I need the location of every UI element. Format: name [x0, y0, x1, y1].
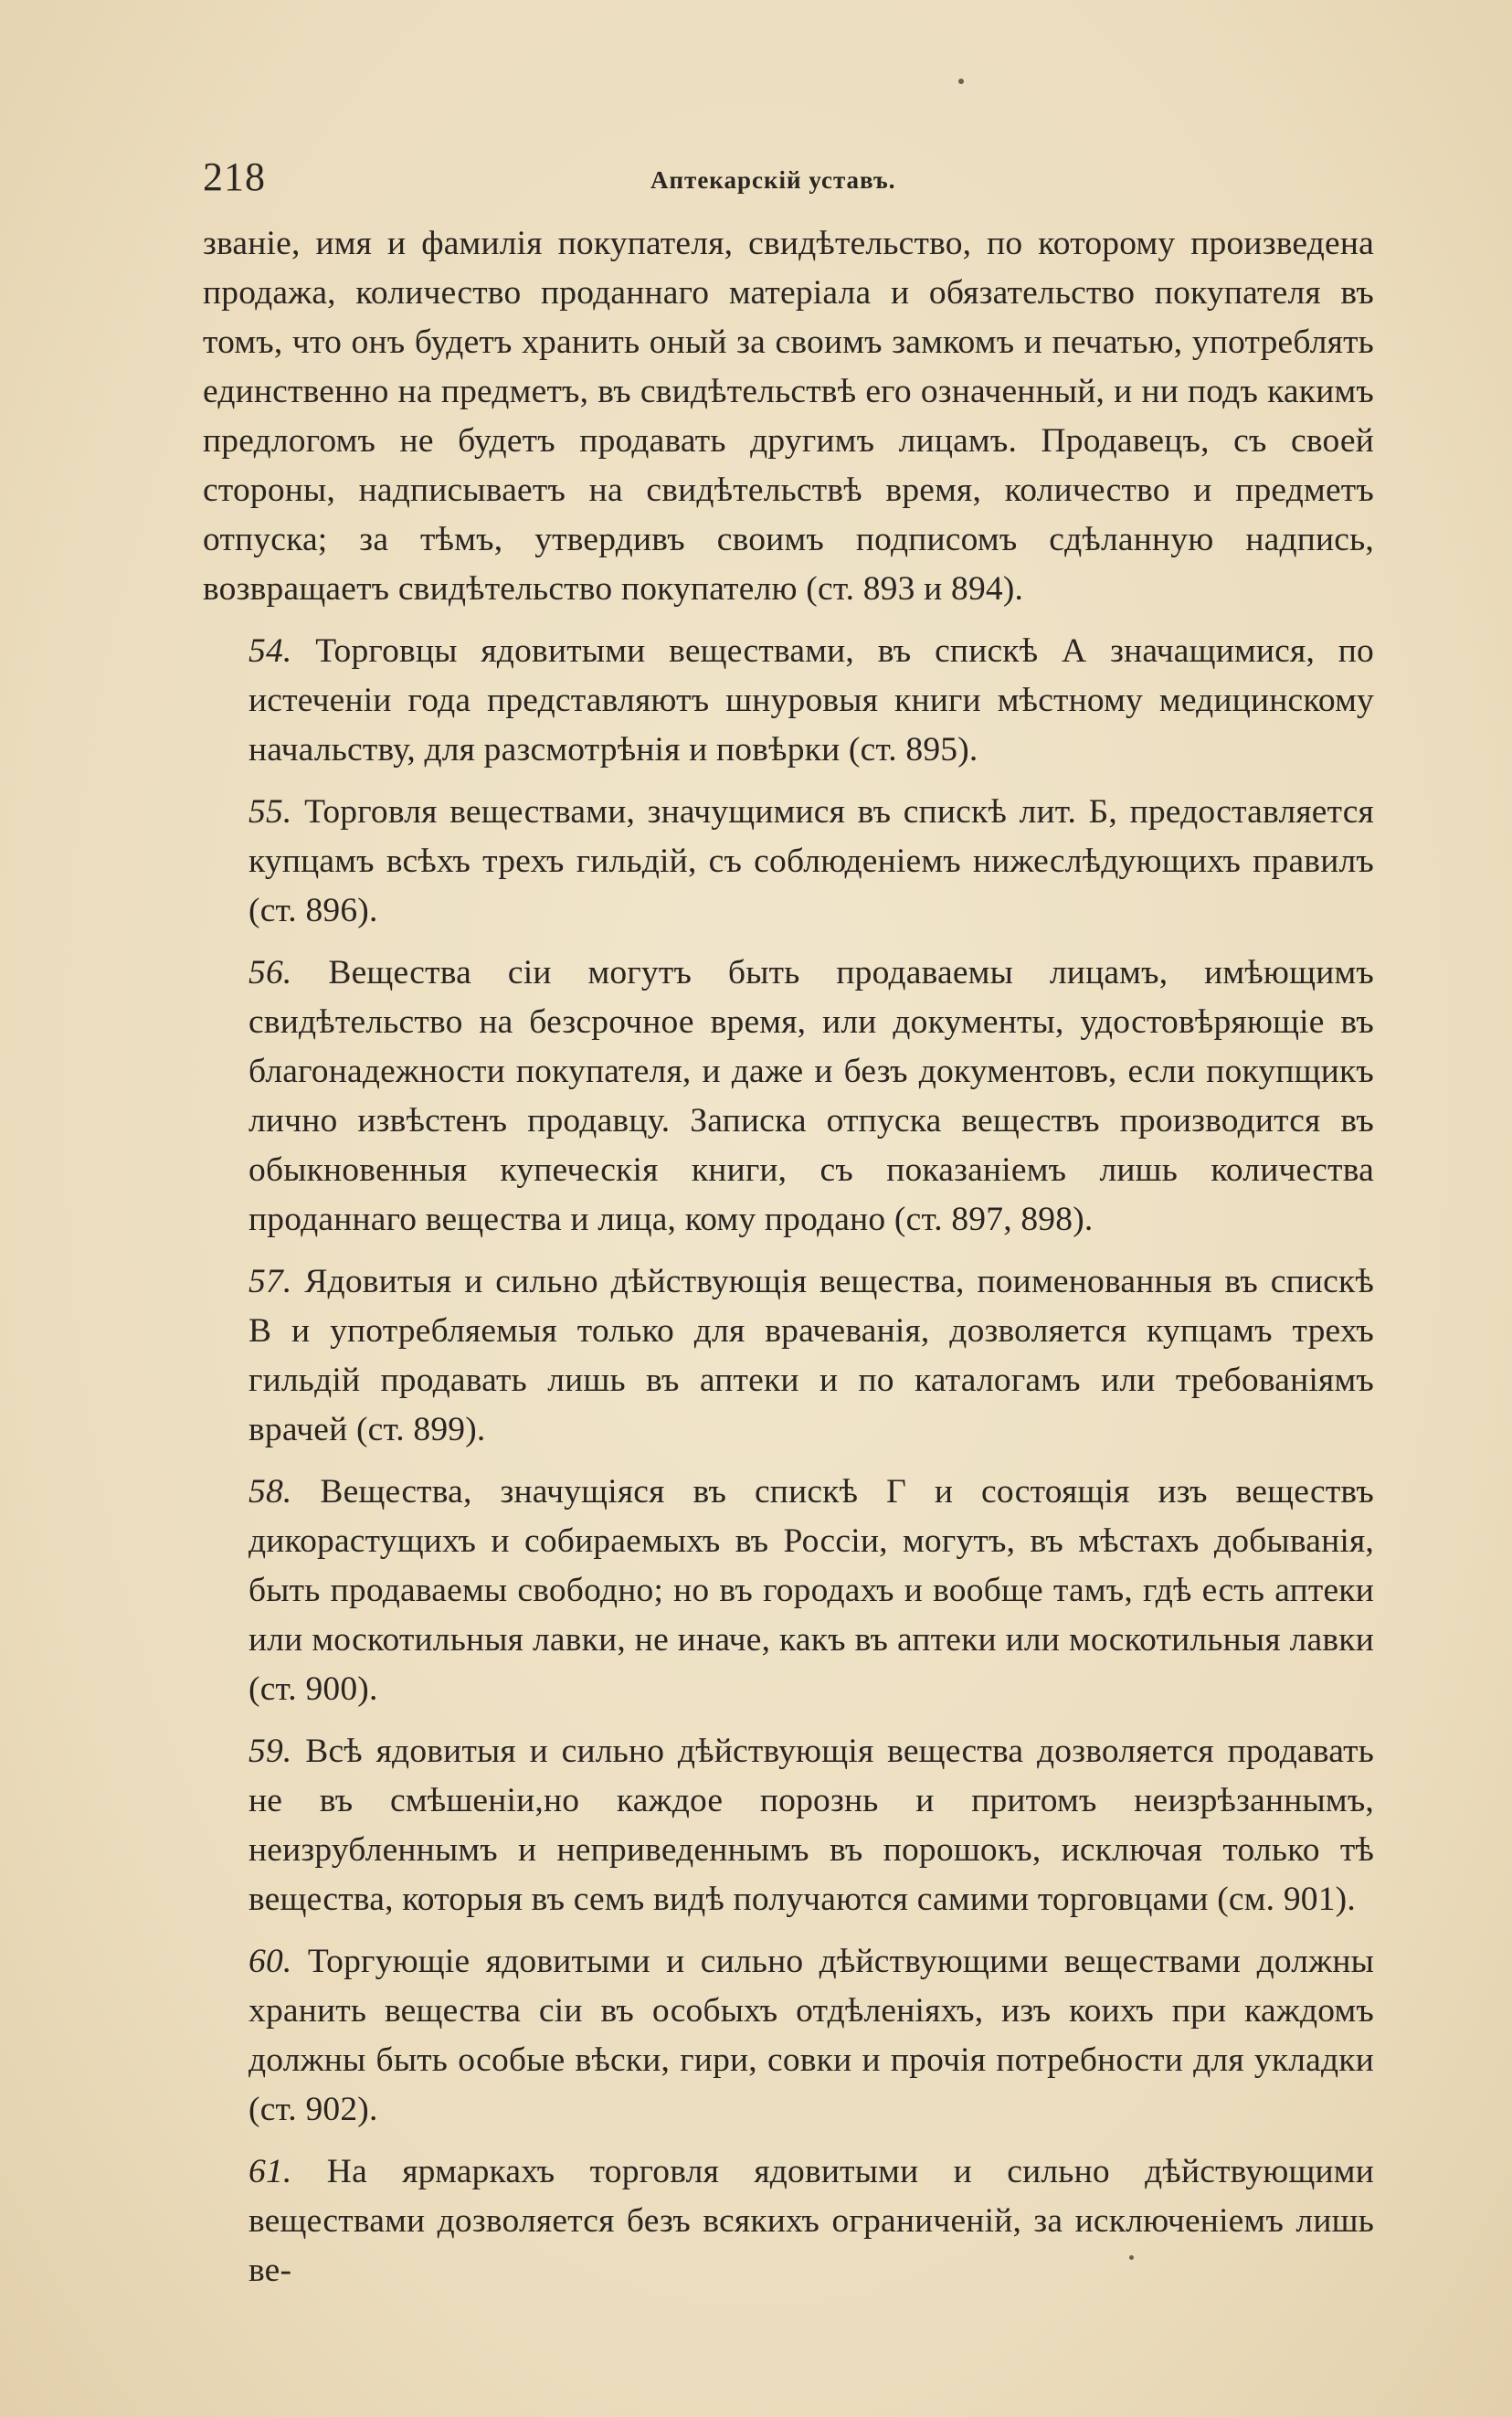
article-61	[203, 2147, 1374, 2295]
paragraph	[203, 219, 1374, 614]
paragraph-text: званіе, имя и фамилія покупателя, свидѣтельство, по которому произведена продажа, количество проданнаго матеріала и обязательство покупателя въ томъ, что онъ будетъ хранить оный за своимъ замкомъ и печатью, употреблять единственно на предметъ, въ свидѣтельствѣ его означенный, и ни подъ какимъ предлогомъ не будетъ продавать другимъ лицамъ. Продавецъ, съ своей стороны, надписываетъ на свидѣтельствѣ время, количество и предметъ отпуска; за тѣмъ, утвердивъ своимъ подписомъ сдѣланную надпись, возвращаетъ свидѣтельство покупателю (ст. 893 и 894).	[203, 225, 1374, 608]
article-number: 61.	[248, 2153, 292, 2190]
article-text: Вещества, значущіяся въ спискѣ Г и состоящія изъ веществъ дикорастущихъ и собираемыхъ въ Россіи, могутъ, въ мѣстахъ добыванія, быть продаваемы свободно; но въ городахъ и вообще тамъ, гдѣ есть аптеки или москотильныя лавки, не иначе, какъ въ аптеки или москотильныя лавки (ст. 900).	[248, 1473, 1374, 1708]
article-text: Торговцы ядовитыми веществами, въ спискѣ А значащимися, по истеченіи года представляютъ шнуровыя книги мѣстному медицинскому начальству, для разсмотрѣнія и повѣрки (ст. 895).	[248, 632, 1375, 769]
article-text: Всѣ ядовитыя и сильно дѣйствующія вещества дозволяется продавать не въ смѣшеніи,но каждое порознь и притомъ неизрѣзаннымъ, неизрубленнымъ и неприведеннымъ въ порошокъ, исключая только тѣ вещества, которыя въ семъ видѣ получаются самими торговцами (см. 901).	[248, 1733, 1374, 1918]
article-text: На ярмаркахъ торговля ядовитыми и сильно дѣйствующими веществами дозволяется безъ всякихъ ограниченій, за исключеніемъ лишь ве-	[248, 2153, 1374, 2289]
article-text: Торгующіе ядовитыми и сильно дѣйствующими веществами должны хранить вещества сіи въ особыхъ отдѣленіяхъ, изъ коихъ при каждомъ должны быть особые вѣски, гири, совки и прочія потребности для укладки (ст. 902).	[248, 1943, 1374, 2128]
article-number: 55.	[248, 793, 292, 831]
article-number: 54.	[248, 632, 292, 670]
running-title: Аптекарскій уставъ.	[650, 166, 896, 194]
article-55	[203, 788, 1374, 936]
article-number: 57.	[248, 1263, 292, 1300]
article-57	[203, 1257, 1374, 1455]
article-number: 59.	[248, 1733, 292, 1770]
article-54	[203, 627, 1374, 775]
article-number: 60.	[248, 1943, 292, 1980]
body-text	[203, 219, 1374, 2295]
article-60	[203, 1937, 1374, 2135]
ink-speck	[958, 79, 964, 84]
article-text: Торговля веществами, значущимися въ спискѣ лит. Б, предоставляется купцамъ всѣхъ трехъ гильдій, съ соблюденіемъ нижеслѣдующихъ правилъ (ст. 896).	[248, 793, 1374, 929]
article-number: 56.	[248, 954, 292, 991]
article-text: Ядовитыя и сильно дѣйствующія вещества, поименованныя въ спискѣ В и употребляемыя только для врачеванія, дозволяется купцамъ трехъ гильдій продавать лишь въ аптеки и по каталогамъ или требованіямъ врачей (ст. 899).	[248, 1263, 1375, 1448]
article-56	[203, 949, 1374, 1245]
page-number: 218	[203, 154, 266, 199]
article-number: 58.	[248, 1473, 292, 1511]
article-text: Вещества сіи могутъ быть продаваемы лицамъ, имѣющимъ свидѣтельство на безсрочное время, или документы, удостовѣряющіе въ благонадежности покупателя, и даже и безъ документовъ, если покупщикъ лично извѣстенъ продавцу. Записка отпуска веществъ производится въ обыкновенныя купеческія книги, съ показаніемъ лишь количества проданнаго вещества и лица, кому продано (ст. 897, 898).	[248, 954, 1375, 1238]
article-59	[203, 1727, 1374, 1924]
page-header	[203, 154, 1263, 208]
article-58	[203, 1468, 1374, 1714]
